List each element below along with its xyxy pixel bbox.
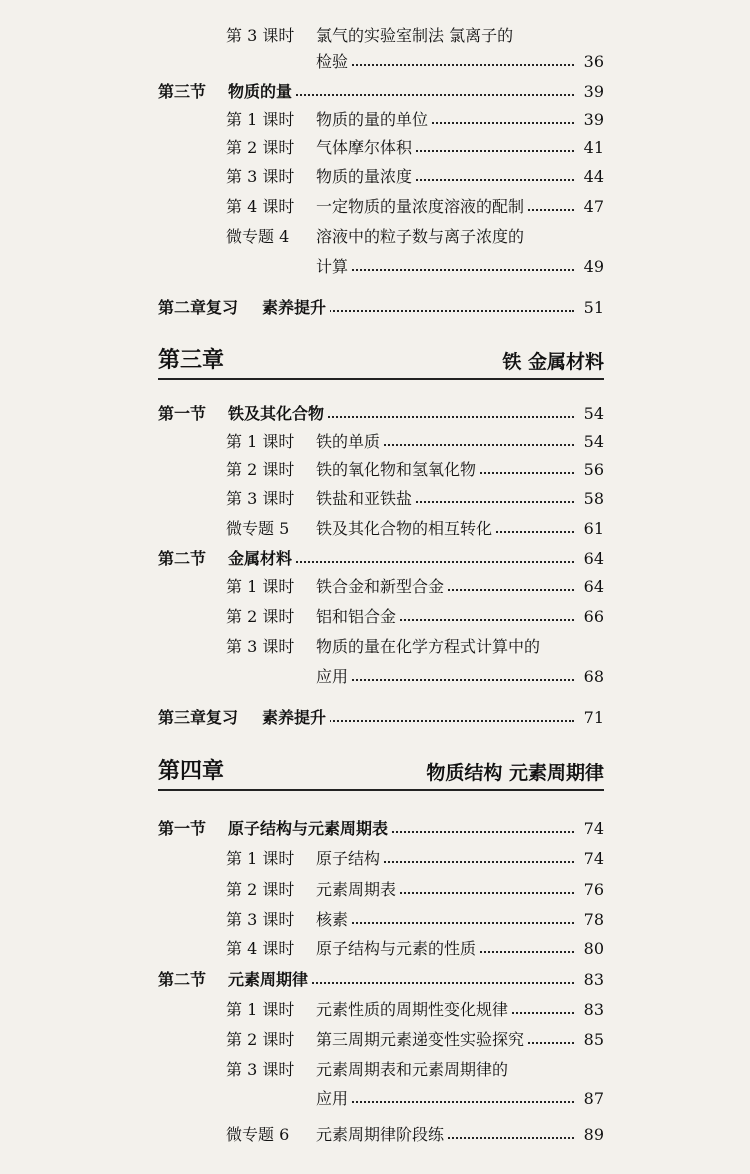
page-number: 36	[583, 52, 604, 71]
entry-title: 原子结构	[316, 848, 384, 870]
dot-leader	[316, 922, 574, 924]
toc-entry[interactable]	[0, 456, 750, 486]
toc-entry[interactable]	[0, 485, 750, 515]
entry-title: 铝和铝合金	[316, 606, 400, 628]
page-number: 47	[583, 197, 604, 216]
entry-title: 检验	[316, 51, 352, 73]
page-number: 80	[583, 939, 604, 958]
dot-leader	[316, 1101, 574, 1103]
page-number: 54	[583, 404, 604, 423]
entry-title: 素养提升	[262, 707, 330, 729]
entry-title: 溶液中的粒子数与离子浓度的	[316, 226, 528, 248]
entry-title: 元素周期律	[228, 969, 312, 991]
toc-entry[interactable]	[0, 106, 750, 136]
toc-entry[interactable]	[0, 515, 750, 545]
page-number: 58	[583, 489, 604, 508]
page-number: 74	[583, 819, 604, 838]
entry-title: 第三周期元素递变性实验探究	[316, 1029, 528, 1051]
page-number: 64	[583, 549, 604, 568]
section-label: 第一节	[158, 819, 207, 838]
lesson-label: 第 3 课时	[226, 910, 295, 929]
entry-title: 应用	[316, 666, 352, 688]
lesson-label: 第 2 课时	[226, 880, 295, 899]
toc-entry[interactable]	[0, 134, 750, 164]
page-number: 64	[583, 577, 604, 596]
toc-entry[interactable]	[0, 603, 750, 633]
toc-entry[interactable]	[0, 906, 750, 936]
entry-title: 金属材料	[228, 548, 296, 570]
toc-entry[interactable]	[0, 573, 750, 603]
toc-entry[interactable]	[0, 1085, 750, 1115]
chapter-heading	[158, 338, 604, 380]
lesson-label: 第 1 课时	[226, 849, 295, 868]
toc-entry[interactable]	[0, 663, 750, 693]
entry-title: 气体摩尔体积	[316, 137, 416, 159]
chapter-title: 铁 金属材料	[502, 351, 604, 373]
toc-entry[interactable]	[0, 1121, 750, 1151]
page-number: 39	[583, 110, 604, 129]
entry-title: 元素性质的周期性变化规律	[316, 999, 512, 1021]
lesson-label: 第 4 课时	[226, 197, 295, 216]
toc-entry[interactable]	[0, 253, 750, 283]
toc-entry[interactable]	[0, 193, 750, 223]
page-number: 85	[583, 1030, 604, 1049]
lesson-label: 第 1 课时	[226, 110, 295, 129]
entry-title: 铁盐和亚铁盐	[316, 488, 416, 510]
entry-title: 原子结构与元素周期表	[228, 818, 392, 840]
toc-entry[interactable]	[0, 545, 750, 575]
page-number: 87	[583, 1089, 604, 1108]
entry-title: 原子结构与元素的性质	[316, 938, 480, 960]
chapter-heading	[158, 749, 604, 791]
lesson-label: 第 3 课时	[226, 1060, 295, 1079]
lesson-label: 微专题 4	[226, 227, 290, 246]
entry-title: 铁及其化合物	[228, 403, 328, 425]
page-number: 49	[583, 257, 604, 276]
entry-title: 铁合金和新型合金	[316, 576, 448, 598]
lesson-label: 第 1 课时	[226, 1000, 295, 1019]
entry-title: 核素	[316, 909, 352, 931]
toc-entry[interactable]	[0, 1026, 750, 1056]
toc-entry[interactable]	[0, 400, 750, 430]
lesson-label: 微专题 5	[226, 519, 290, 538]
page-number: 39	[583, 82, 604, 101]
toc-entry[interactable]	[0, 876, 750, 906]
entry-title: 一定物质的量浓度溶液的配制	[316, 196, 528, 218]
page-number: 83	[583, 970, 604, 989]
entry-title: 计算	[316, 256, 352, 278]
toc-entry[interactable]	[0, 163, 750, 193]
dot-leader	[316, 679, 574, 681]
dot-leader	[316, 64, 574, 66]
lesson-label: 第 3 课时	[226, 489, 295, 508]
toc-entry[interactable]	[0, 78, 750, 108]
entry-title: 元素周期表	[316, 879, 400, 901]
entry-title: 铁的氧化物和氢氧化物	[316, 459, 480, 481]
page-number: 78	[583, 910, 604, 929]
page-number: 66	[583, 607, 604, 626]
lesson-label: 第 1 课时	[226, 577, 295, 596]
toc-entry[interactable]	[0, 428, 750, 458]
page-number: 61	[583, 519, 604, 538]
entry-title: 物质的量	[228, 81, 296, 103]
lesson-label: 第 3 课时	[226, 637, 295, 656]
toc-entry[interactable]	[0, 294, 750, 324]
lesson-label: 微专题 6	[226, 1125, 290, 1144]
entry-title: 物质的量的单位	[316, 109, 432, 131]
toc-entry[interactable]	[0, 845, 750, 875]
page-number: 71	[583, 708, 604, 727]
entry-title: 应用	[316, 1088, 352, 1110]
entry-title: 氯气的实验室制法 氯离子的	[316, 25, 517, 47]
toc-entry[interactable]	[0, 633, 750, 663]
toc-entry[interactable]	[0, 996, 750, 1026]
lesson-label: 第 2 课时	[226, 138, 295, 157]
dot-leader	[316, 269, 574, 271]
chapter-number: 第四章	[158, 759, 225, 784]
page-number: 41	[583, 138, 604, 157]
section-label: 第三节	[158, 82, 207, 101]
lesson-label: 第 3 课时	[226, 26, 295, 45]
lesson-label: 第 3 课时	[226, 167, 295, 186]
review-label: 第三章复习	[158, 708, 239, 727]
page-number: 74	[583, 849, 604, 868]
page-number: 89	[583, 1125, 604, 1144]
entry-title: 元素周期表和元素周期律的	[316, 1059, 512, 1081]
toc-entry[interactable]	[0, 1056, 750, 1086]
page-number: 44	[583, 167, 604, 186]
page-number: 83	[583, 1000, 604, 1019]
page-number: 68	[583, 667, 604, 686]
toc-entry[interactable]	[0, 48, 750, 78]
lesson-label: 第 2 课时	[226, 1030, 295, 1049]
page-number: 76	[583, 880, 604, 899]
toc-entry[interactable]	[0, 704, 750, 734]
section-label: 第二节	[158, 970, 207, 989]
chapter-title: 物质结构 元素周期律	[426, 762, 604, 784]
lesson-label: 第 2 课时	[226, 460, 295, 479]
section-label: 第一节	[158, 404, 207, 423]
toc-entry[interactable]	[0, 935, 750, 965]
entry-title: 元素周期律阶段练	[316, 1124, 448, 1146]
lesson-label: 第 2 课时	[226, 607, 295, 626]
page-number: 54	[583, 432, 604, 451]
page-number: 56	[583, 460, 604, 479]
toc-entry[interactable]	[0, 966, 750, 996]
lesson-label: 第 4 课时	[226, 939, 295, 958]
lesson-label: 第 1 课时	[226, 432, 295, 451]
entry-title: 素养提升	[262, 297, 330, 319]
entry-title: 物质的量在化学方程式计算中的	[316, 636, 544, 658]
toc-entry[interactable]	[0, 815, 750, 845]
section-label: 第二节	[158, 549, 207, 568]
chapter-number: 第三章	[158, 348, 225, 373]
review-label: 第二章复习	[158, 298, 239, 317]
page-number: 51	[583, 298, 604, 317]
entry-title: 物质的量浓度	[316, 166, 416, 188]
entry-title: 铁及其化合物的相互转化	[316, 518, 496, 540]
toc-entry[interactable]	[0, 223, 750, 253]
entry-title: 铁的单质	[316, 431, 384, 453]
